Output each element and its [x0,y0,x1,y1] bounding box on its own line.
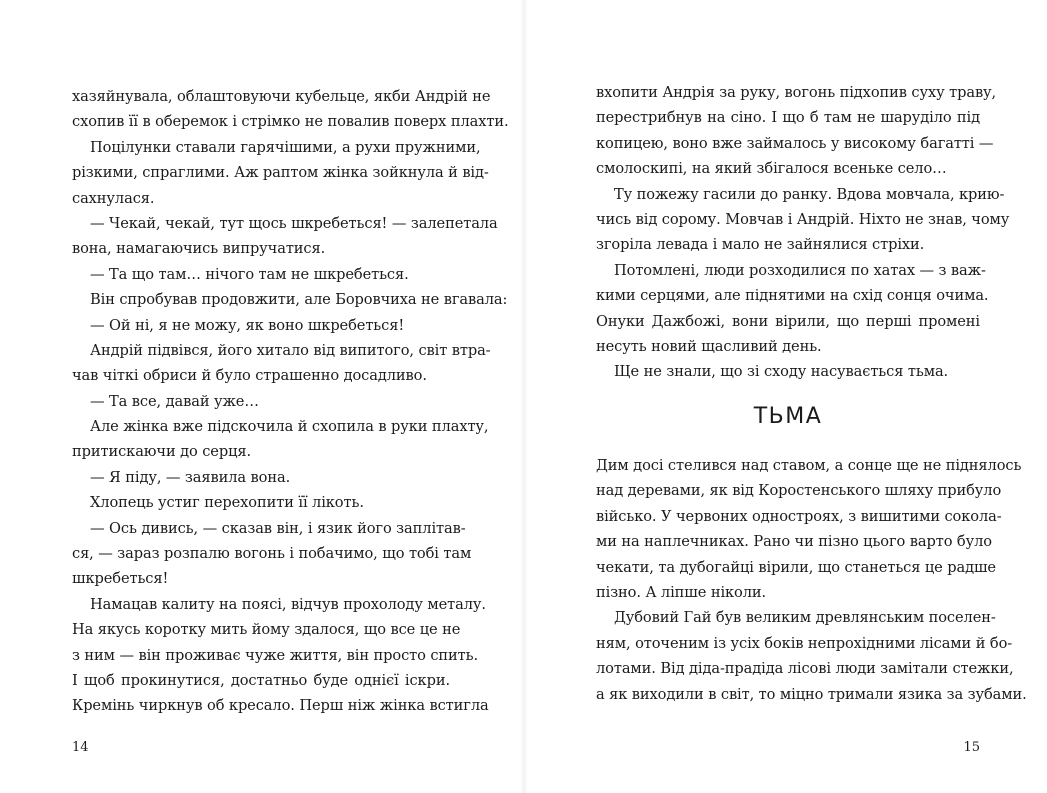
text-line: Кремінь чиркнув об кресало. Перш ніж жінка встигла [72,697,489,715]
text-line: над деревами, як від Коростенського шляху прибуло [596,482,1002,500]
text-line: перестрибнув на сіно. І що б там не шаруділо під [596,109,980,127]
right-page [596,0,1027,793]
text-line: притискаючи до серця. [72,443,252,461]
text-line: копицею, воно вже займалось у високому багатті — [596,134,994,152]
text-line: Хлопець устиг перехопити її лікоть. [90,494,364,512]
right-page-text-lower [596,453,1027,707]
text-line: Але жінка вже підскочила й схопила в руки плахту, [90,418,489,436]
text-line: — Я піду, — заявила вона. [90,468,291,486]
text-line: ми на наплечниках. Рано чи пізно цього варто було [596,533,992,551]
text-line: вона, намагаючись випручатися. [72,240,326,258]
text-line: кими серцями, але піднятими на схід сонця очима. [596,287,989,305]
text-line: Поцілунки ставали гарячішими, а рухи пружними, [90,138,481,156]
text-line: ся, — зараз розпалю вогонь і побачимо, що тобі там [72,545,472,563]
text-line: — Ой ні, я не можу, як воно шкребеться! [90,316,405,334]
text-line: І щоб прокинутися, достатньо буде однієї іскри. [72,671,450,689]
text-line: Онуки Дажбожі, вони вірили, що перші промені [596,312,980,330]
text-line: Дубовий Гай був великим древлянським поселен- [614,609,996,627]
text-line: Намацав калиту на поясі, відчув прохолоду металу. [90,595,486,613]
text-line: згоріла левада і мало не зайнялися стріхи. [596,236,925,254]
text-line: Ту пожежу гасили до ранку. Вдова мовчала, крию- [614,185,1005,203]
text-line: Дим досі стелився над ставом, а сонце ще не піднялось [596,457,1022,474]
text-line: пізно. А ліпше ніколи. [596,583,767,601]
chapter-title: ТЬМА [753,404,823,429]
left-page [72,0,509,793]
text-line: хазяйнувала, облаштовуючи кубельце, якби Андрій не [72,88,491,105]
text-line: лотами. Від діда-прадіда лісові люди замітали стежки, [596,660,1014,678]
text-line: Андрій підвівся, його хитало від випитого, світ втра- [90,341,491,359]
text-line: вхопити Андрія за руку, вогонь підхопив суху траву, [596,84,997,101]
text-line: — Та все, давай уже… [90,392,259,410]
left-page-text [72,84,509,719]
text-line: — Ось дивись, — сказав він, і язик його заплітав- [90,519,466,537]
text-line: ням, оточеним із усіх боків непрохідними лісами й бо- [596,634,1013,652]
text-line: Ще не знали, що зі сходу насувається тьма. [614,363,949,381]
text-line: смолоскипі, на який збігалося всеньке село… [596,160,947,178]
text-line: військо. У червоних одностроях, з вишитими сокола- [596,507,1002,525]
text-line: схопив її в оберемок і стрімко не повалив поверх плахти. [72,113,509,131]
text-line: з ним — він проживає чуже життя, він просто спить. [72,646,479,664]
text-line: Він спробував продовжити, але Боровчиха не вгавала: [90,291,508,309]
text-line: сахнулася. [72,189,155,207]
text-line: На якусь коротку мить йому здалося, що все це не [72,621,461,639]
text-line: — Та що там… нічого там не шкребеться. [90,265,409,283]
text-line: Потомлені, люди розходилися по хатах — з важ- [614,261,986,279]
text-line: різкими, спраглими. Аж раптом жінка зойкнула й від- [72,164,489,182]
text-line: а як виходили в світ, то міцно тримали язика за зубами. [596,685,1027,703]
right-page-text-upper [596,80,1010,385]
page-number-right: 15 [963,740,980,755]
book-gutter [520,0,528,793]
text-line: шкребеться! [72,570,169,588]
text-line: чав чіткі обриси й було страшенно досадливо. [72,367,427,385]
page-number-left: 14 [72,740,89,755]
text-line: — Чекай, чекай, тут щось шкребеться! — залепетала [90,214,498,232]
text-line: несуть новий щасливий день. [596,337,822,355]
text-line: чись від сорому. Мовчав і Андрій. Ніхто не знав, чому [596,210,1010,228]
text-line: чекати, та дубогайці вірили, що станеться це радше [596,558,996,576]
